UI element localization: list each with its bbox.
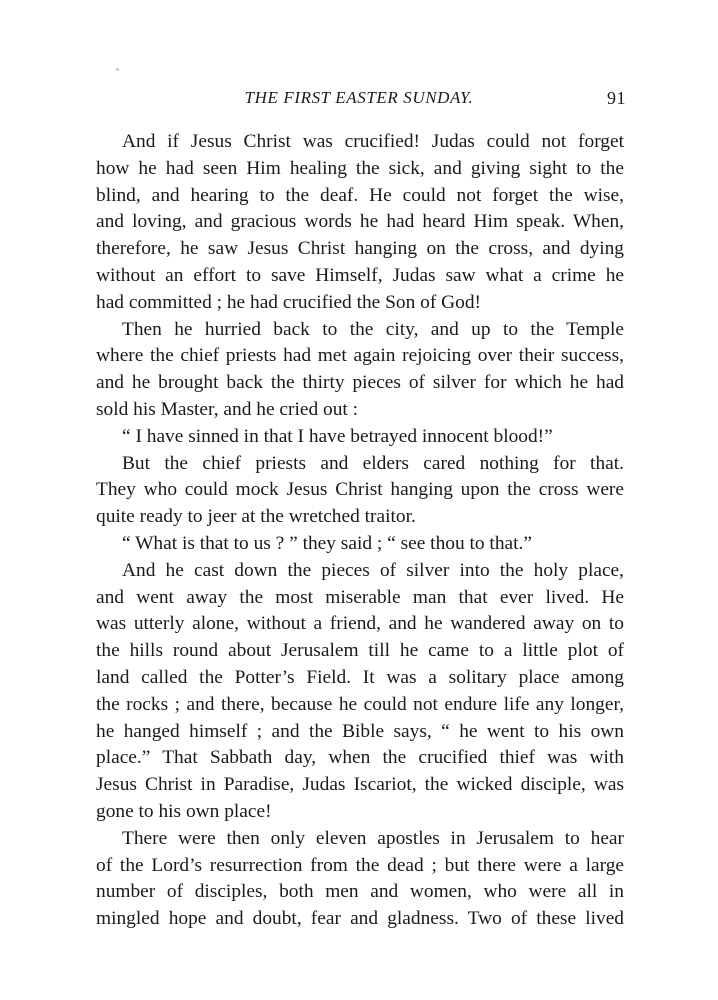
text-line: and he brought back the thirty pieces of silver for which he had (96, 372, 624, 394)
running-title: THE FIRST EASTER SUNDAY. (244, 88, 474, 107)
text-line: how he had seen Him healing the sick, and giving sight to the (96, 157, 624, 179)
text-line: land called the Potter’s Field. It was a solitary place among (96, 666, 624, 688)
paragraph (96, 531, 624, 558)
running-head (0, 88, 718, 112)
text-line: he hanged himself ; and the Bible says, “ he went to his own (96, 720, 624, 742)
text-line: and went away the most miserable man that ever lived. He (96, 586, 624, 608)
text-line: And he cast down the pieces of silver into the holy place, (122, 559, 624, 581)
text-line: place.” That Sabbath day, when the crucified thief was with (96, 747, 624, 769)
text-line: was utterly alone, without a friend, and he wandered away on to (96, 613, 624, 635)
paragraph (96, 317, 624, 424)
text-line: sold his Master, and he cried out : (96, 398, 359, 420)
text-line: without an effort to save Himself, Judas saw what a crime he (96, 264, 624, 286)
paragraph (96, 129, 624, 317)
paragraph (96, 826, 624, 933)
body-text (96, 129, 624, 933)
text-line: mingled hope and doubt, fear and gladness. Two of these lived (96, 908, 624, 930)
text-line: therefore, he saw Jesus Christ hanging on the cross, and dying (96, 238, 624, 260)
text-line: Jesus Christ in Paradise, Judas Iscariot, the wicked disciple, was (96, 774, 624, 796)
paragraph (96, 451, 624, 531)
paragraph (96, 558, 624, 826)
text-line: They who could mock Jesus Christ hanging upon the cross were (96, 479, 624, 501)
text-line: gone to his own place! (96, 800, 272, 822)
text-line: the rocks ; and there, because he could not endure life any longer, (96, 693, 624, 715)
paper-speck (116, 68, 119, 71)
text-line: blind, and hearing to the deaf. He could not forget the wise, (96, 184, 624, 206)
text-line: quite ready to jeer at the wretched traitor. (96, 506, 416, 528)
text-line: had committed ; he had crucified the Son of God! (96, 291, 482, 313)
paragraph (96, 424, 624, 451)
text-line: Then he hurried back to the city, and up to the Temple (122, 318, 624, 340)
text-line: But the chief priests and elders cared nothing for that. (122, 452, 624, 474)
text-line: “ I have sinned in that I have betrayed innocent blood!” (122, 425, 553, 447)
text-line: the hills round about Jerusalem till he came to a little plot of (96, 640, 624, 662)
text-line: and loving, and gracious words he had heard Him speak. When, (96, 211, 624, 233)
text-line: There were then only eleven apostles in Jerusalem to hear (122, 827, 624, 849)
text-line: number of disciples, both men and women, who were all in (96, 881, 624, 903)
text-line: of the Lord’s resurrection from the dead ; but there were a large (96, 854, 624, 876)
text-line: And if Jesus Christ was crucified! Judas could not forget (122, 131, 624, 152)
page-number: 91 (607, 88, 626, 108)
text-line: where the chief priests had met again rejoicing over their success, (96, 345, 624, 367)
text-line: “ What is that to us ? ” they said ; “ see thou to that.” (122, 532, 532, 554)
